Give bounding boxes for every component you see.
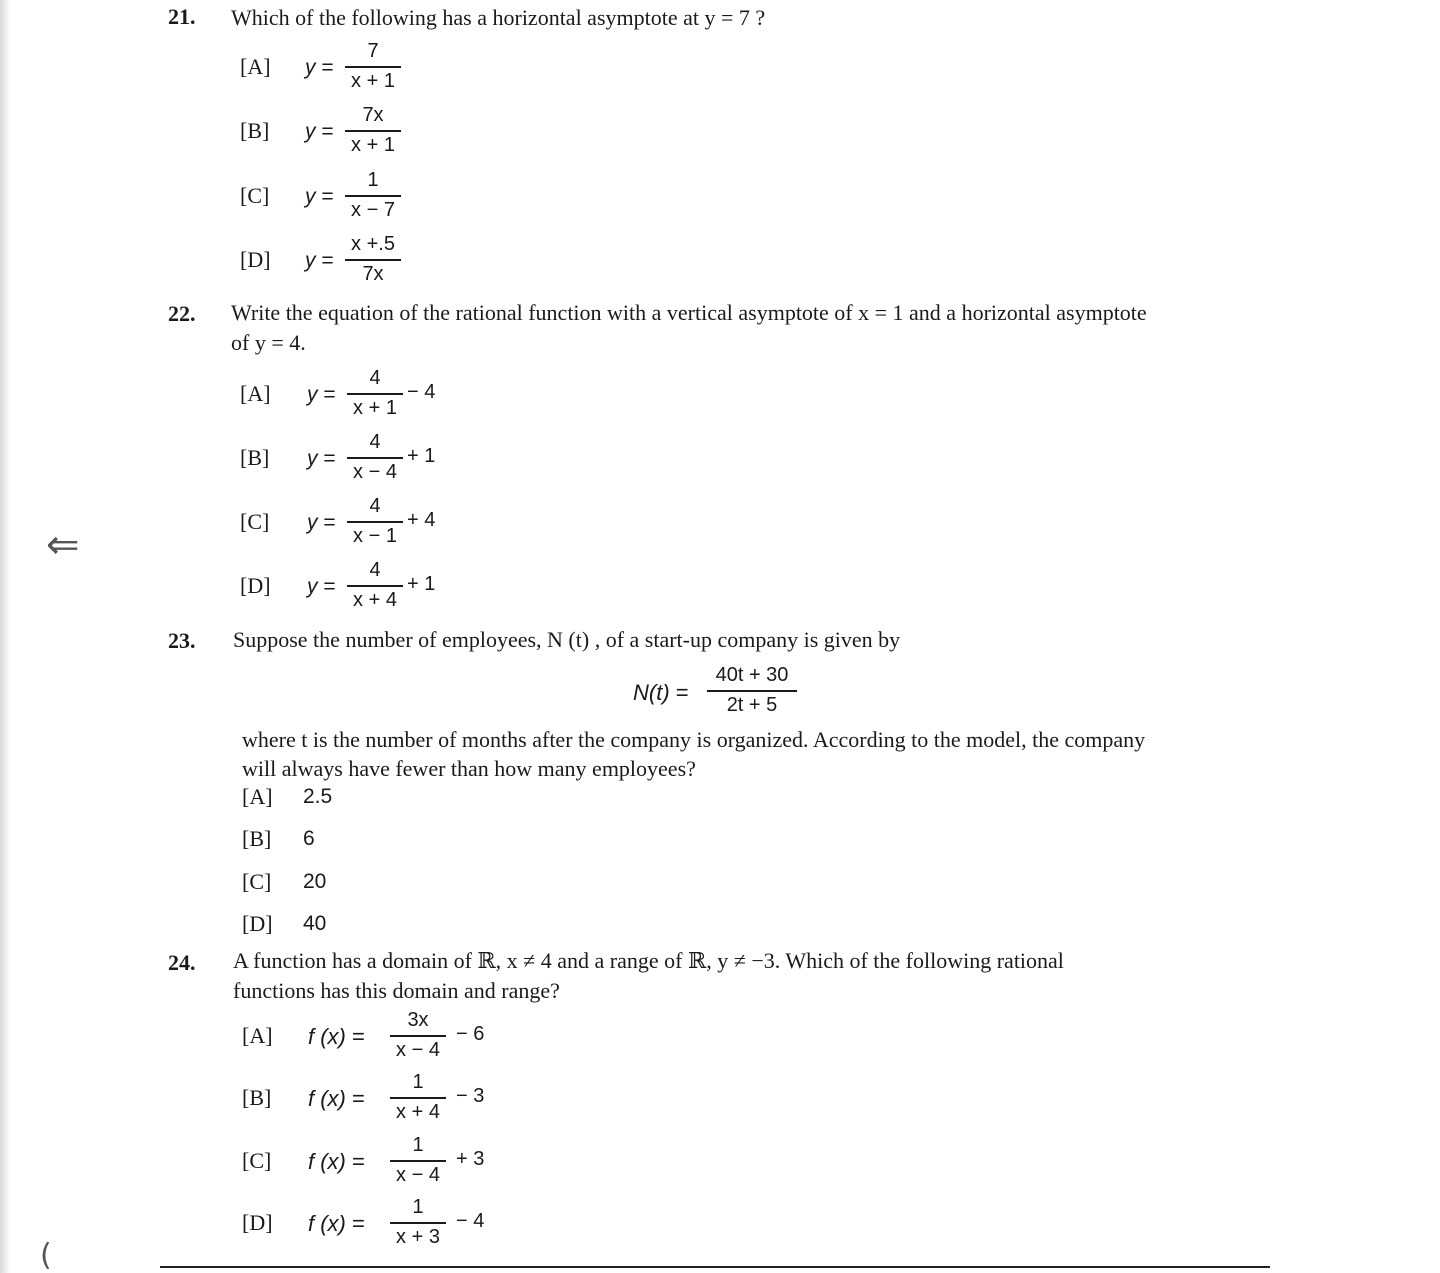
- option-label: [B]: [242, 1085, 272, 1110]
- option-lhs: f (x) =: [308, 1211, 365, 1236]
- page-shadow-edge: [0, 0, 10, 1273]
- option-label: [D]: [240, 573, 271, 598]
- option-tail: + 1: [407, 445, 436, 467]
- option-label: [D]: [242, 1210, 273, 1235]
- option-tail: − 6: [456, 1023, 485, 1045]
- question-22-number: 22.: [168, 301, 196, 326]
- option-lhs: y =: [307, 383, 336, 406]
- margin-arrow-icon: ⇐: [46, 522, 80, 568]
- question-22-text-line2: of y = 4.: [231, 330, 306, 355]
- question-22-text-line1: Write the equation of the rational function with a vertical asymptote of x = 1 and a horizontal asymptote: [231, 300, 1147, 325]
- option-label: [C]: [242, 1148, 272, 1173]
- formula-lhs: N(t) =: [633, 680, 689, 705]
- option-value: 40: [303, 912, 327, 935]
- option-label: [A]: [242, 1023, 273, 1048]
- option-value: 2.5: [303, 785, 333, 808]
- question-23-number: 23.: [168, 628, 196, 653]
- option-tail: − 4: [456, 1210, 485, 1232]
- option-label: [A]: [242, 784, 273, 809]
- option-value: 6: [303, 827, 315, 850]
- option-label: [C]: [242, 869, 272, 894]
- option-tail: + 4: [407, 509, 436, 531]
- option-label: [C]: [240, 183, 270, 208]
- question-23-text-after-line2: will always have fewer than how many employees?: [242, 756, 696, 781]
- option-label: [D]: [242, 911, 273, 936]
- option-label: [B]: [240, 445, 270, 470]
- option-lhs: f (x) =: [308, 1149, 365, 1174]
- question-23-text: Suppose the number of employees, N (t) , of a start-up company is given by: [233, 627, 901, 652]
- question-24-text-line2: functions has this domain and range?: [233, 978, 560, 1003]
- option-label: [A]: [240, 381, 271, 406]
- option-lhs: y =: [307, 511, 336, 534]
- option-label: [B]: [240, 118, 270, 143]
- question-21-text: Which of the following has a horizontal asymptote at y = 7 ?: [231, 5, 766, 30]
- option-value: 20: [303, 870, 327, 893]
- question-24-number: 24.: [168, 950, 196, 975]
- option-label: [B]: [242, 826, 272, 851]
- margin-paren-mark: (: [40, 1238, 52, 1273]
- question-21-number: 21.: [168, 4, 196, 29]
- option-lhs: f (x) =: [308, 1086, 365, 1111]
- option-lhs: y =: [305, 249, 334, 272]
- option-tail: + 3: [456, 1148, 485, 1170]
- option-label: [C]: [240, 509, 270, 534]
- option-tail: − 4: [407, 381, 436, 403]
- option-lhs: y =: [307, 575, 336, 598]
- question-24-text-line1: A function has a domain of ℝ, x ≠ 4 and a range of ℝ, y ≠ −3. Which of the following rational: [233, 948, 1064, 973]
- question-23-text-after-line1: where t is the number of months after the company is organized. According to the model, the company: [242, 727, 1146, 752]
- bottom-rule: [160, 1266, 1270, 1268]
- option-tail: − 3: [456, 1085, 485, 1107]
- option-lhs: y =: [305, 56, 334, 79]
- option-tail: + 1: [407, 573, 436, 595]
- option-label: [D]: [240, 247, 271, 272]
- option-lhs: y =: [307, 447, 336, 470]
- option-lhs: y =: [305, 120, 334, 143]
- option-label: [A]: [240, 54, 271, 79]
- option-lhs: f (x) =: [308, 1024, 365, 1049]
- option-lhs: y =: [305, 185, 334, 208]
